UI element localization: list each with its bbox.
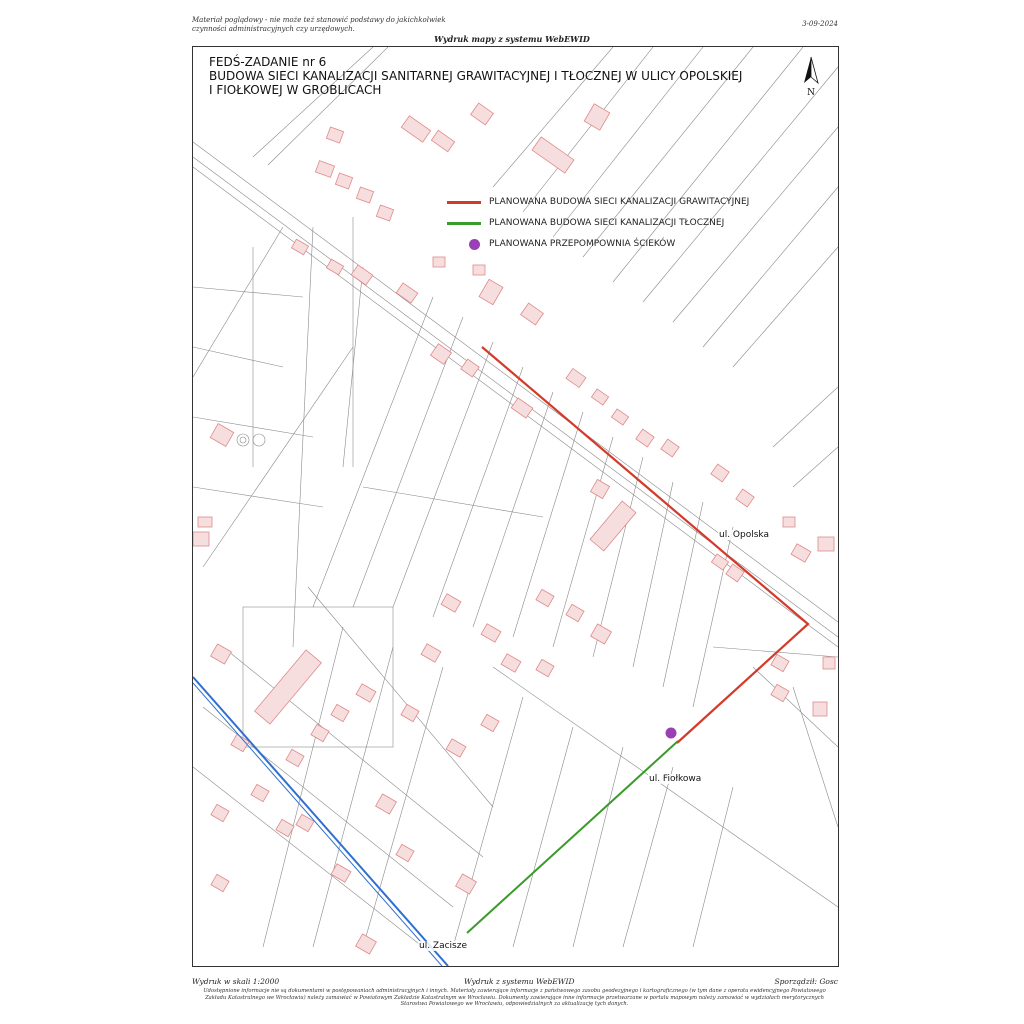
legend-item-pressure <box>447 212 749 233</box>
header-disclaimer-note: Materiał poglądowy - nie może też stanowić podstawy do jakichkolwiek czynności administracyjnych czy urzędowych. <box>192 16 446 33</box>
legend-dot-icon <box>469 239 480 250</box>
map-frame[interactable] <box>192 46 839 967</box>
legend-item-pump <box>447 233 749 254</box>
map-title-line-3: I FIOŁKOWEJ W GROBLICACH <box>209 83 382 97</box>
map-canvas[interactable] <box>193 47 838 966</box>
street-label-zacisze: ul. Zacisze <box>419 941 468 951</box>
footer-author: Sporządził: Gosc <box>774 977 838 986</box>
gravity-sewer-route <box>482 347 808 743</box>
map-title-line-2: BUDOWA SIECI KANALIZACJI SANITARNEJ GRAWITACYJNEJ I TŁOCZNEJ W ULICY OPOLSKIEJ <box>209 69 743 83</box>
footer-source: Wydruk z systemu WebEWID <box>464 977 575 986</box>
legend-label: PLANOWANA BUDOWA SIECI KANALIZACJI GRAWITACYJNEJ <box>489 196 750 207</box>
map-title-line-1: FEDŚ-ZADANIE nr 6 <box>209 55 327 69</box>
street-label-fiolkowa: ul. Fiołkowa <box>649 774 702 784</box>
pressure-sewer-route <box>467 741 678 933</box>
legend-item-gravity <box>447 191 749 212</box>
north-arrow-icon <box>796 55 826 97</box>
print-date: 3-09-2024 <box>802 20 838 28</box>
legend-line-icon <box>447 222 481 225</box>
legend-line-icon <box>447 201 481 204</box>
road-zacisze-line <box>193 677 448 966</box>
street-label-opolska: ul. Opolska <box>719 530 769 540</box>
map-scale: Wydruk w skali 1:2000 <box>192 977 280 986</box>
map-legend <box>447 191 749 254</box>
legend-label: PLANOWANA BUDOWA SIECI KANALIZACJI TŁOCZNEJ <box>489 217 725 228</box>
footer-disclaimer: Udostępnione informacje nie są dokumentami w postępowaniach administracyjnych i innych. Materiały zawierające informacje z państwowego zasobu geodezyjnego i kartograficznego (w tym dane z operatu ewidencyjnego Powiatowego Zakładu Katastralnego we Wrocławiu) należy zamawiać w Powiatowym Zakładzie Katastralnym we Wrocławiu. Dokumenty zawierające inne informacje przetwarzane w portalu mapowym należy zamawiać w wydziałach merytorycznych Starostwa Powiatowego we Wrocławiu, odpowiedzialnych za aktualizację tych danych. <box>203 988 826 1007</box>
map-title <box>209 55 789 97</box>
tank-symbols <box>237 434 265 446</box>
pump-station-marker[interactable] <box>666 728 677 739</box>
legend-label: PLANOWANA PRZEPOMPOWNIA ŚCIEKÓW <box>489 238 676 249</box>
north-label: N <box>807 88 815 97</box>
print-title: Wydruk mapy z systemu WebEWID <box>434 34 590 44</box>
